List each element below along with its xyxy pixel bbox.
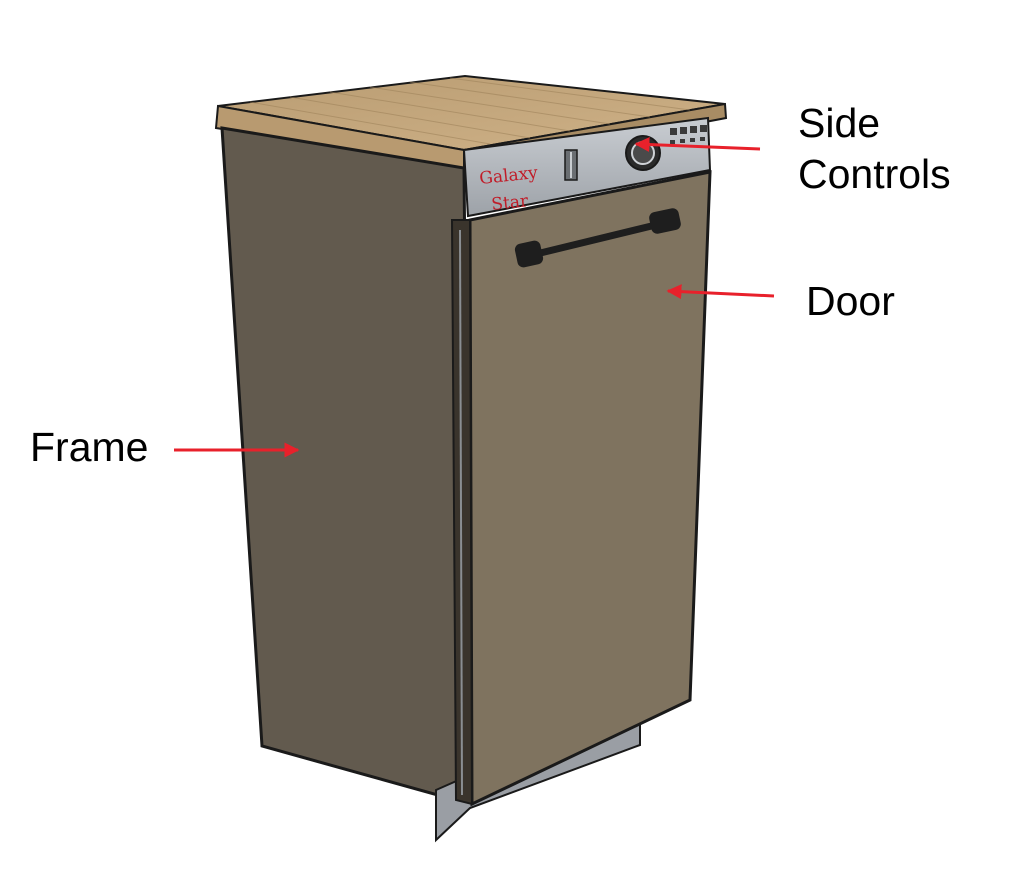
brand-logo-line1: Galaxy	[478, 162, 539, 189]
side-controls-label	[798, 98, 951, 200]
brand-logo-line2: Star	[490, 191, 530, 215]
side-controls-label-line1: Side	[798, 100, 881, 146]
door-panel	[470, 172, 710, 804]
side-controls-label-line2: Controls	[798, 151, 951, 197]
frame-label: Frame	[30, 424, 149, 470]
frame-side-panel	[222, 128, 470, 804]
door-label: Door	[806, 278, 895, 324]
